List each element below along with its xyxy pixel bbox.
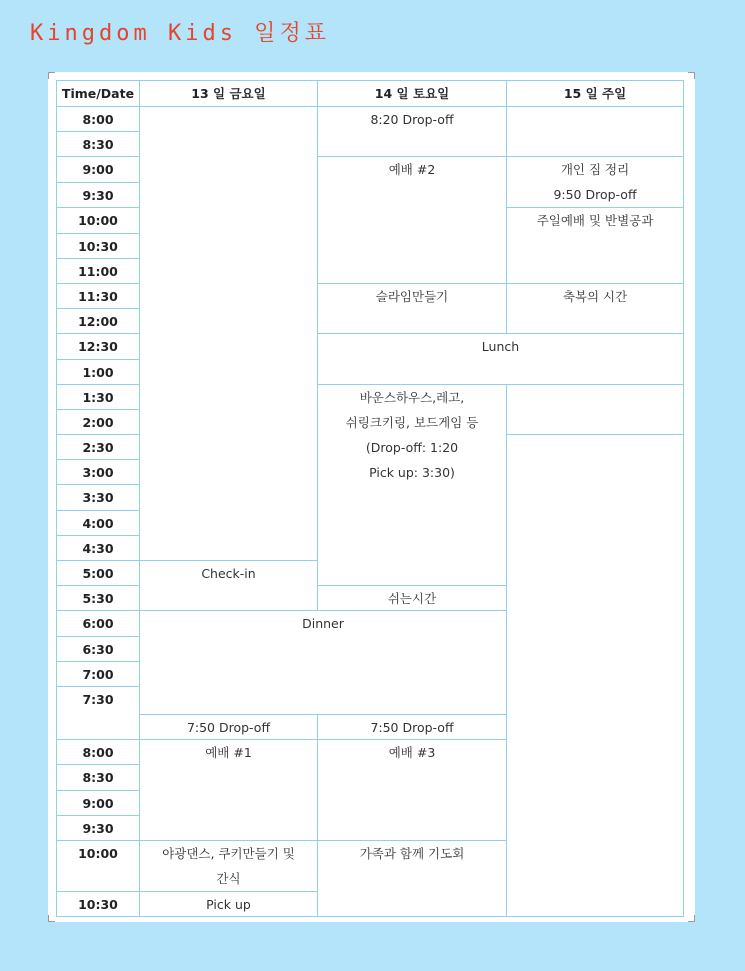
- sat-activity-line: 쉬링크키링, 보드게임 등: [345, 414, 479, 430]
- time-cell: 4:00: [57, 510, 140, 535]
- time-cell: 9:00: [57, 790, 140, 815]
- time-cell: 12:30: [57, 334, 140, 359]
- header-sun: 15 일 주일: [507, 81, 684, 107]
- time-cell: 3:00: [57, 460, 140, 485]
- fri-dropoff: 7:50 Drop-off: [140, 714, 318, 739]
- header-sat: 14 일 토요일: [318, 81, 507, 107]
- sat-activity-line: 바운스하우스,레고,: [359, 389, 465, 405]
- time-cell: 8:00: [57, 107, 140, 132]
- schedule-sheet: [48, 72, 695, 922]
- sat-slime: 슬라임만들기: [318, 283, 507, 333]
- sun-empty-cell: [507, 435, 684, 917]
- sun-pack-line: 개인 짐 정리: [560, 162, 630, 178]
- time-cell: 5:30: [57, 586, 140, 611]
- time-cell: 4:30: [57, 535, 140, 560]
- time-cell: 9:00: [57, 157, 140, 183]
- time-cell: 2:00: [57, 409, 140, 434]
- time-cell: 10:30: [57, 891, 140, 916]
- sheet-corner-mark: [48, 72, 55, 79]
- header-time: Time/Date: [57, 81, 140, 107]
- sun-blessing: 축복의 시간: [507, 283, 684, 333]
- sat-dropoff-morning: 8:20 Drop-off: [318, 107, 507, 157]
- time-cell: 6:30: [57, 636, 140, 661]
- table-row: [57, 107, 684, 132]
- sun-empty-cell: [507, 107, 684, 157]
- sat-dropoff-evening: 7:50 Drop-off: [318, 714, 507, 739]
- sun-empty-cell: [507, 384, 684, 434]
- time-cell: 9:30: [57, 182, 140, 208]
- sun-pack-line: 9:50 Drop-off: [553, 187, 637, 203]
- time-cell: 8:30: [57, 132, 140, 157]
- time-cell: 2:30: [57, 435, 140, 460]
- sat-worship3: 예배 #3: [318, 740, 507, 841]
- time-cell: 10:00: [57, 840, 140, 891]
- time-cell: 9:30: [57, 815, 140, 840]
- time-cell: 7:00: [57, 661, 140, 686]
- time-cell: 3:30: [57, 485, 140, 510]
- sat-rest: 쉬는시간: [318, 586, 507, 611]
- fri-dance: [140, 840, 318, 891]
- time-cell: 10:30: [57, 233, 140, 258]
- sat-activity-line: (Drop-off: 1:20: [365, 439, 459, 455]
- sat-prayer: 가족과 함께 기도회: [318, 840, 507, 916]
- dinner-cell: Dinner: [140, 611, 507, 715]
- fri-dance-line: 야광댄스, 쿠키만들기 및: [162, 845, 295, 861]
- header-row: [57, 81, 684, 107]
- fri-dance-line: 간식: [216, 870, 241, 886]
- time-cell: 8:30: [57, 765, 140, 790]
- time-cell: 7:30: [57, 686, 140, 739]
- fri-worship1: 예배 #1: [140, 740, 318, 841]
- time-cell: 1:30: [57, 384, 140, 409]
- time-cell: 5:00: [57, 561, 140, 586]
- time-cell: 12:00: [57, 309, 140, 334]
- time-cell: 1:00: [57, 359, 140, 384]
- header-fri: 13 일 금요일: [140, 81, 318, 107]
- fri-checkin: Check-in: [140, 561, 318, 611]
- sheet-corner-mark: [688, 72, 695, 79]
- sheet-corner-mark: [688, 915, 695, 922]
- sat-worship2: 예배 #2: [318, 157, 507, 284]
- time-cell: 11:30: [57, 283, 140, 308]
- sat-activities: [318, 384, 507, 586]
- sheet-corner-mark: [48, 915, 55, 922]
- sun-pack-cell: [507, 157, 684, 208]
- fri-empty-cell: [140, 107, 318, 561]
- sat-activity-line: Pick up: 3:30): [369, 464, 455, 480]
- schedule-table: [56, 80, 684, 917]
- time-cell: 8:00: [57, 740, 140, 765]
- fri-pickup: Pick up: [140, 891, 318, 916]
- time-cell: 6:00: [57, 611, 140, 636]
- page-title: Kingdom Kids 일정표: [30, 21, 330, 46]
- time-cell: 10:00: [57, 208, 140, 233]
- sun-service: 주일예배 및 반별공과: [507, 208, 684, 284]
- time-cell: 11:00: [57, 258, 140, 283]
- lunch-cell: Lunch: [318, 334, 684, 384]
